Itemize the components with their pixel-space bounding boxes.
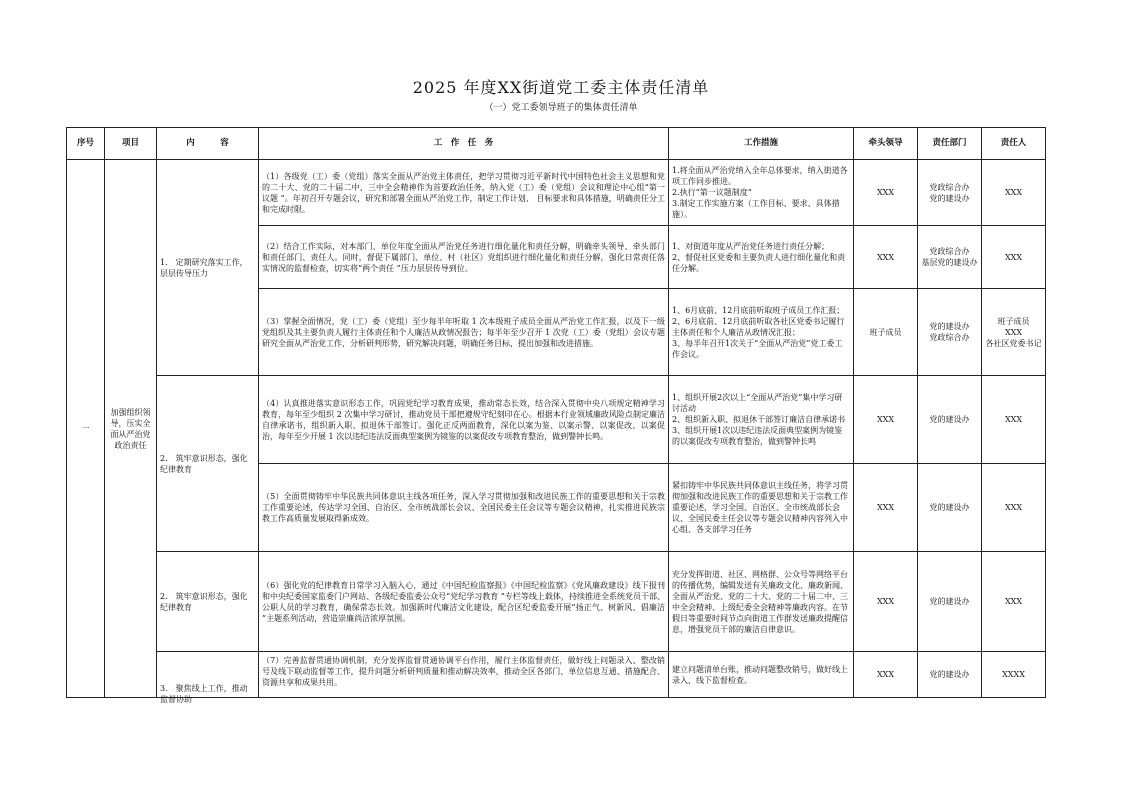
content-cell — [157, 652, 259, 704]
content-cell: 1. 定期研究落实工作，层层传导压力 — [157, 160, 259, 376]
lead-cell: 班子成员 — [854, 289, 918, 376]
content-cell: 2. 筑牢意识形态，强化纪律教育 — [157, 376, 259, 552]
task-cell: （4）认真推进落实意识形态工作，巩固党纪学习教育成果，推动常态长效，结合深入贯彻中央八项规定精神学习教育，每年至少组织 2 次集中学习研讨，推动党员干部把遵规守纪刻印在心。根据本行业领域廉政风险点制定廉洁自律承诺书，组织新入职、拟退休干部签订。强化正反两面教育，深化以案为鉴、以案示警、以案促改、以案促治，每年至少开展 1 次以违纪违法反面典型案例为镜鉴的以案促改专项教育整治，做到警钟长鸣。 — [259, 376, 669, 464]
content-text: 3. 聚焦线上工作，推动监督协助 — [160, 683, 248, 704]
task-cell: （2）结合工作实际，对本部门、单位年度全面从严治党任务进行细化量化和责任分解，明确牵头领导、牵头部门和责任部门、责任人。同时，督促下属部门、单位、村（社区）党组织进行细化量化和责任分解，强化日常责任落实情况的监督检查，切实将“两个责任 ”压力层层传导到位。 — [259, 226, 669, 289]
section-item: 加强组织领导，压实全面从严治党政治责任 — [105, 160, 157, 698]
lead-cell: XXX — [854, 376, 918, 464]
measure-text: 紧扣铸牢中华民族共同体意识主线任务，将学习贯彻加强和改进民族工作的重要思想和关于宗教工作重要论述，学习全国、自治区、全市统战部长会议、全国民委主任会议等专题会议精神内容列入中心组、各支部学习任务 — [672, 481, 848, 534]
dept-cell: 党的建设办 — [918, 376, 982, 464]
measure-text: 建立问题清单台账，推动问题整改销号，做好线上录入，线下监督检查。 — [672, 664, 848, 685]
dept-cell: 党的建设办 — [918, 552, 982, 652]
dept-cell: 党的建设办 — [918, 652, 982, 698]
person-cell: 班子成员 XXX 各社区党委书记 — [982, 289, 1046, 376]
page-title: 2025 年度XX街道党工委主体责任清单 — [412, 78, 710, 97]
person-cell: XXX — [982, 226, 1046, 289]
header-person: 责任人 — [982, 128, 1046, 160]
task-cell: （3）掌握全面情况，党（工）委（党组）至少每半年听取 1 次本级班子成员全面从严治党工作汇报，以及下一级党组织及其主要负责人履行主体责任和个人廉洁从政情况报告；每半年至少召开 1 次党（工）委（党组）会议专题研究全面从严治党工作，分析研判形势，研究解决问题，明确任务目标，提出加强和改进措施。 — [259, 289, 669, 376]
dept-cell: 党的建设办 党政综合办 — [918, 289, 982, 376]
header-content: 内 容 — [157, 128, 259, 160]
measure-text: 1、6月底前、12月底前听取班子成员工作汇报； 2、6月底前、12月底前听取各社区党委书记履行主体责任和个人廉洁从政情况汇报； 3、每半年召开1次关于“全面从严治党”党工委工作会议。 — [672, 305, 845, 359]
measure-cell — [669, 289, 854, 376]
person-cell: XXX — [982, 376, 1046, 464]
content-cell: 2. 筑牢意识形态，强化纪律教育 — [157, 552, 259, 652]
lead-cell: XXX — [854, 552, 918, 652]
dept-cell: 党的建设办 — [918, 464, 982, 552]
measure-cell — [669, 464, 854, 552]
person-cell: XXX — [982, 160, 1046, 226]
header-item: 项目 — [105, 128, 157, 160]
dept-cell: 党政综合办 党的建设办 — [918, 160, 982, 226]
table-row — [67, 376, 1046, 464]
person-cell: XXXX — [982, 652, 1046, 698]
lead-cell: XXX — [854, 226, 918, 289]
table-row — [67, 552, 1046, 652]
lead-cell: XXX — [854, 464, 918, 552]
measure-cell — [669, 552, 854, 652]
dept-cell: 党政综合办 基层党的建设办 — [918, 226, 982, 289]
task-cell: （5）全面贯彻铸牢中华民族共同体意识主线各项任务，深入学习贯彻加强和改进民族工作的重要思想和关于宗教工作重要论述，传达学习全国、自治区、全市统战部长会议、全国民委主任会议等专题会议精神，扎实推进民族宗教工作高质量发展取得新成效。 — [259, 464, 669, 552]
measure-cell — [669, 652, 854, 698]
lead-cell: XXX — [854, 160, 918, 226]
task-cell: （1）各级党（工）委（党组）落实全面从严治党主体责任，把学习贯彻习近平新时代中国特色社会主义思想和党的二十大、党的二十届二中、三中全会精神作为首要政治任务，纳入党（工）委（党组）会议和理论中心组“第一议题 ”。年初召开专题会议，研究和部署全面从严治党工作，制定工作计划、 目标要求和具体措施，明确责任分工和完成时限。 — [259, 160, 669, 226]
task-cell — [259, 652, 669, 698]
measure-cell — [669, 376, 854, 464]
task-cell: （6）强化党的纪律教育日常学习入脑入心，通过《中国纪检监察报》《中国纪检监察》《党风廉政建设》线下报刊和中央纪委国家监委门户网站、各级纪委监委公众号“党纪学习教育 ”专栏等线上载体，持续推进全系统党员干部、公职人员的学习教育，确保常态长效。加强新时代廉洁文化建设，配合区纪委监委开展“扬正气、树新风、倡廉洁 ”主题系列活动，营造崇廉尚洁浓厚氛围。 — [259, 552, 669, 652]
lead-cell: XXX — [854, 652, 918, 698]
header-measure: 工作措施 — [669, 128, 854, 160]
table-row — [67, 652, 1046, 698]
header-dept: 责任部门 — [918, 128, 982, 160]
header-no: 序号 — [67, 128, 105, 160]
measure-cell — [669, 226, 854, 289]
header-task: 工 作 任 务 — [259, 128, 669, 160]
measure-cell — [669, 160, 854, 226]
header-row — [67, 128, 1046, 160]
person-cell: XXX — [982, 464, 1046, 552]
responsibility-table — [66, 127, 1046, 704]
table-row — [67, 160, 1046, 226]
measure-text: 充分发挥街道、社区、网格群、公众号等网络平台的传播优势，编辑发送有关廉政文化、廉政新闻、全面从严治党、党的二十大、党的二十届二中、三中全会精神、上级纪委全会精神等廉政内容。在节假日等重要时间节点向街道工作群发送廉政提醒信息，增强党员干部的廉洁自律意识。 — [672, 569, 848, 634]
measure-text: 1、对街道年度从严治党任务进行责任分解； 2、督促社区党委和主要负责人进行细化量化和责任分解。 — [672, 241, 846, 273]
measure-text: 1、组织开展2次以上“全面从严治党”集中学习研讨活动 2、组织新入职、拟退休干部签订廉洁自律承诺书 3、组织开展1次以违纪违法反面典型案例为镜鉴的以案促改专项教育整治，做到警钟长鸣 — [672, 393, 846, 446]
header-lead: 牵头领导 — [854, 128, 918, 160]
measure-text: 1.将全面从严治党纳入全年总体要求，纳入街道各项工作同步推进。 2.执行“第一议题制度” 3.制定工作实施方案（工作目标、要求、具体措施）。 — [672, 166, 848, 219]
person-cell: XXX — [982, 552, 1046, 652]
page-subtitle: （一）党工委领导班子的集体责任清单 — [484, 103, 638, 113]
section-number: 一 — [67, 160, 105, 698]
task-text: （7）完善监督贯通协调机制，充分发挥监督贯通协调平台作用，履行主体监督责任，做好线上问题录入、整改销号及线下联动监督等工作，提升问题分析研判质量和推动解决效率，推动全区各部门、单位信息互通、措施配合、资源共享和成果共用。 — [262, 655, 665, 687]
